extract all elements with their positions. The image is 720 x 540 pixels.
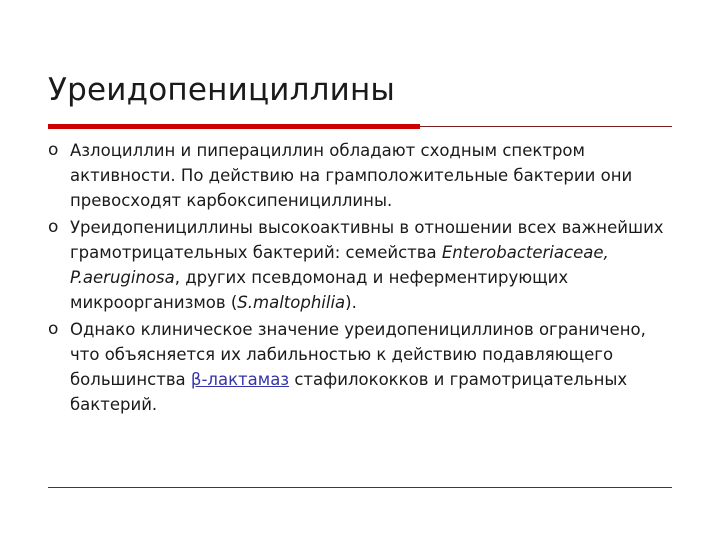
list-item: [48, 317, 678, 417]
title-divider-line: [420, 126, 672, 127]
bullet-list: [48, 138, 678, 419]
bullet-2-part-2: , других псевдомонад и неферментирующих микроорганизмов (: [70, 268, 569, 312]
bullet-marker-icon: o: [48, 140, 59, 160]
bullet-1-part-0: Азлоциллин и пиперациллин обладают сходным спектром активности. По действию на грамположительные бактерии они превосходят карбоксипенициллины.: [70, 141, 633, 210]
list-item: [48, 138, 678, 213]
bullet-text-1: [70, 138, 678, 213]
title-divider: [48, 124, 672, 129]
bullet-2-part-1: Enterobacteriaceae, P.aeruginosa: [70, 243, 609, 287]
bullet-marker-icon: o: [48, 217, 59, 237]
bullet-marker-icon: o: [48, 319, 59, 339]
bullet-3-part-0: Однако клиническое значение уреидопенициллинов ограничено, что объясняется их лабильностью к действию подавляющего большинства: [70, 320, 646, 389]
bullet-2-part-0: Уреидопенициллины высокоактивны в отношении всех важнейших грамотрицательных бактерий: семейства: [70, 218, 664, 262]
bullet-text-2: [70, 215, 678, 315]
title-divider-accent: [48, 124, 420, 129]
bullet-text-3: [70, 317, 678, 417]
bullet-3-part-2: стафилококков и грамотрицательных бактерий.: [70, 370, 628, 414]
beta-lactamase-link[interactable]: β-лактамаз: [190, 370, 290, 389]
bullet-2-part-4: ).: [345, 293, 357, 312]
bottom-divider: [48, 487, 672, 488]
page-title: Уреидопенициллины: [48, 72, 396, 108]
bullet-2-part-3: S.maltophilia: [237, 293, 346, 312]
list-item: [48, 215, 678, 315]
